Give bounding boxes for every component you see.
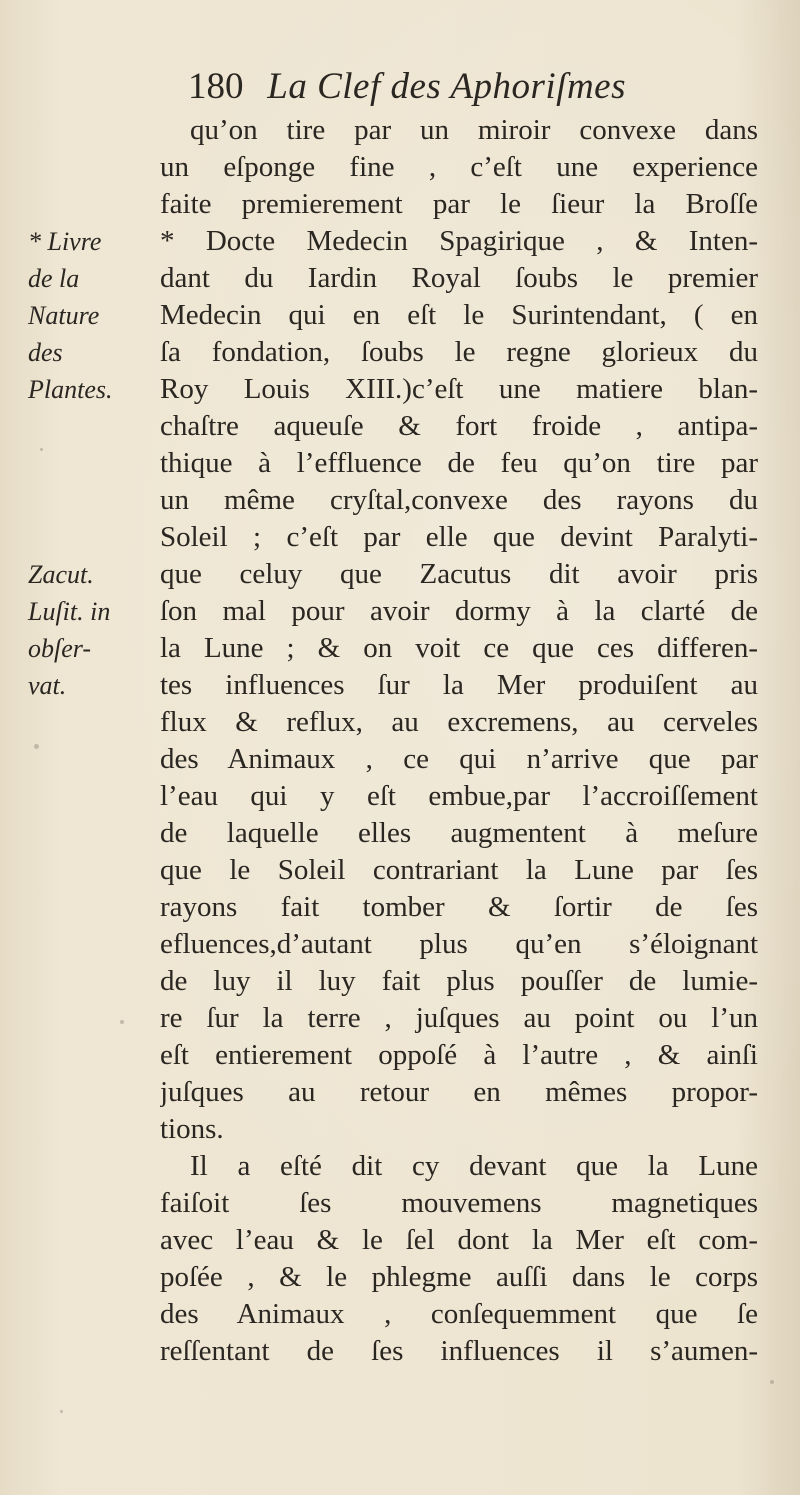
text-line: avec l’eau & le ſel dont la Mer eſt com- xyxy=(160,1224,758,1256)
running-title: La Clef des Aphoriſmes xyxy=(267,66,627,107)
margin-note: vat. xyxy=(28,671,67,700)
paper-speck xyxy=(40,448,43,451)
margin-note: des xyxy=(28,338,63,367)
text-line: rayons fait tomber & ſortir de ſes xyxy=(160,891,758,923)
text-line: tes influences ſur la Mer produiſent au xyxy=(160,669,758,701)
text-line: qu’on tire par un miroir convexe dans xyxy=(190,114,758,146)
text-line: juſques au retour en mêmes propor- xyxy=(160,1076,758,1108)
margin-note: * Livre xyxy=(28,227,102,256)
text-line: * Docte Medecin Spagirique , & Inten- xyxy=(160,225,758,257)
text-line: efluences,d’autant plus qu’en s’éloignant xyxy=(160,928,758,960)
text-line: reſſentant de ſes influences il s’aumen- xyxy=(160,1335,758,1367)
margin-note: obſer- xyxy=(28,634,92,663)
text-line: Soleil ; c’eſt par elle que devint Paralyti- xyxy=(160,521,758,553)
text-line: faiſoit ſes mouvemens magnetiques xyxy=(160,1187,758,1219)
text-line: des Animaux , ce qui n’arrive que par xyxy=(160,743,758,775)
text-line: thique à l’effluence de feu qu’on tire par xyxy=(160,447,758,479)
text-line: un eſponge fine , c’eſt une experience xyxy=(160,151,758,183)
text-line: faite premierement par le ſieur la Broſſe xyxy=(160,188,758,220)
page-header xyxy=(188,62,626,111)
paper-speck xyxy=(120,1020,124,1024)
margin-note: de la xyxy=(28,264,80,293)
text-line: flux & reflux, au excremens, au cerveles xyxy=(160,706,758,738)
text-line: tions. xyxy=(160,1113,224,1145)
margin-note: Zacut. xyxy=(28,560,94,589)
text-line: que celuy que Zacutus dit avoir pris xyxy=(160,558,758,590)
text-line: Roy Louis XIII.)c’eſt une matiere blan- xyxy=(160,373,758,405)
text-line: chaſtre aqueuſe & fort froide , antipa- xyxy=(160,410,758,442)
text-line: de laquelle elles augmentent à meſure xyxy=(160,817,758,849)
paragraph-first-line: Il a eſté dit cy devant que la Lune xyxy=(190,1150,758,1182)
text-line: ſon mal pour avoir dormy à la clarté de xyxy=(160,595,758,627)
text-line: que le Soleil contrariant la Lune par ſes xyxy=(160,854,758,886)
text-line: re ſur la terre , juſques au point ou l’un xyxy=(160,1002,758,1034)
text-line: la Lune ; & on voit ce que ces differen- xyxy=(160,632,758,664)
text-line: ſa fondation, ſoubs le regne glorieux du xyxy=(160,336,758,368)
text-line: Medecin qui en eſt le Surintendant, ( en xyxy=(160,299,758,331)
page-number: 180 xyxy=(188,66,244,107)
margin-note: Luſit. in xyxy=(28,597,111,626)
margin-note: Plantes. xyxy=(28,375,113,404)
text-line: eſt entierement oppoſé à l’autre , & ainſi xyxy=(160,1039,758,1071)
paper-speck xyxy=(60,1410,63,1413)
text-line: dant du Iardin Royal ſoubs le premier xyxy=(160,262,758,294)
text-line: des Animaux , conſequemment que ſe xyxy=(160,1298,758,1330)
text-line: un même cryſtal,convexe des rayons du xyxy=(160,484,758,516)
text-line: de luy il luy fait plus pouſſer de lumie- xyxy=(160,965,758,997)
paper-speck xyxy=(34,744,39,749)
text-line: poſée , & le phlegme auſſi dans le corps xyxy=(160,1261,758,1293)
text-line: l’eau qui y eſt embue,par l’accroiſſement xyxy=(160,780,758,812)
margin-note: Nature xyxy=(28,301,100,330)
paper-speck xyxy=(770,1380,774,1384)
